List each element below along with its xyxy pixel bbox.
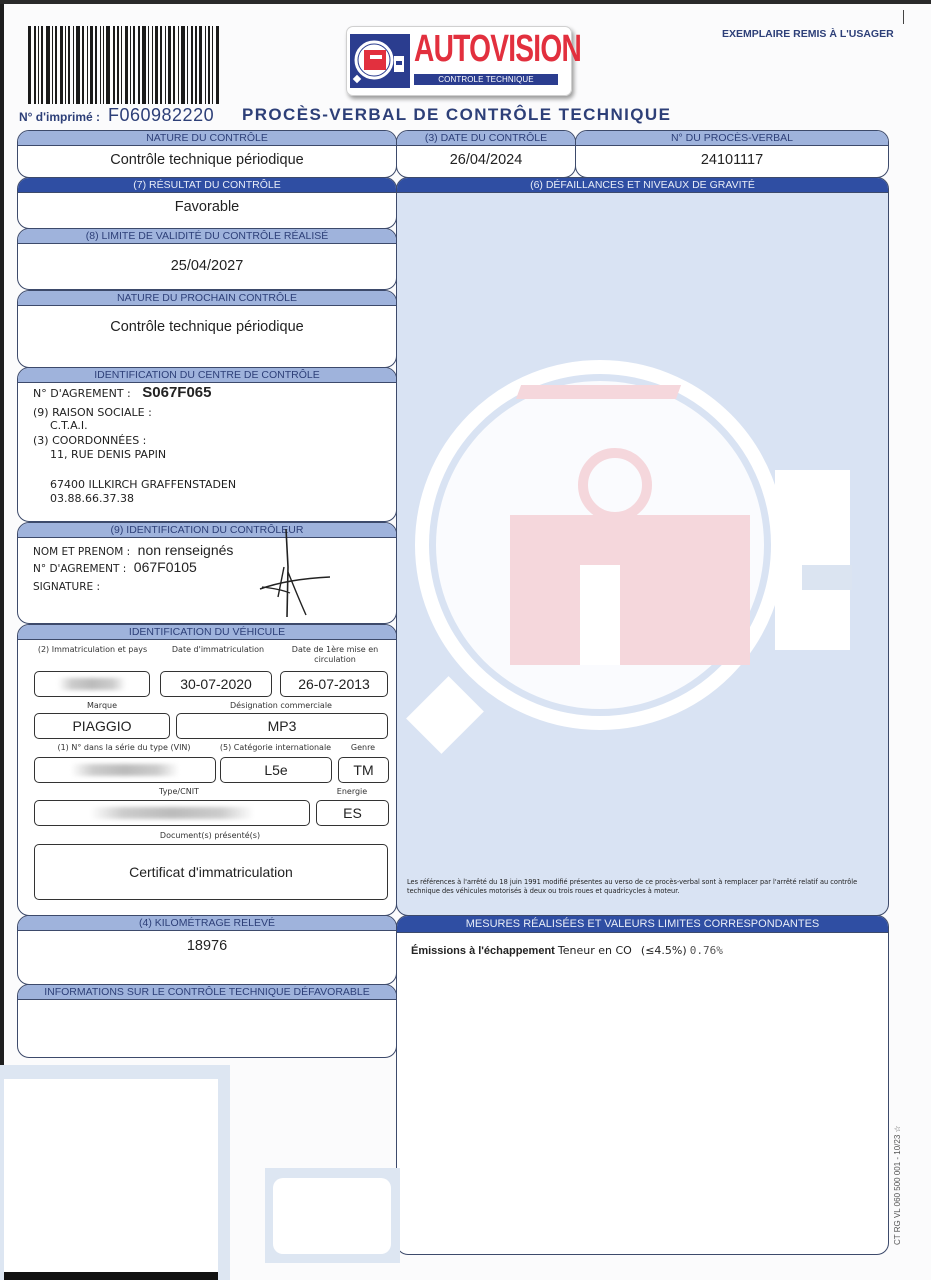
barcode-bar (148, 26, 149, 104)
controller-agrement: 067F0105 (133, 559, 197, 575)
controller-name-label: NOM ET PRENOM : (33, 546, 131, 558)
marque-label: Marque (86, 701, 118, 710)
documents-label: Document(s) présenté(s) (159, 831, 261, 840)
measures-panel (396, 915, 889, 1255)
autovision-logo (346, 26, 582, 96)
barcode-bar (52, 26, 53, 104)
barcode-bar (73, 26, 74, 104)
documents-field: Certificat d'immatriculation (34, 844, 388, 900)
printed-number: F060982220 (108, 105, 215, 125)
barcode-bar (68, 26, 70, 104)
controller-header: (9) IDENTIFICATION DU CONTRÔLEUR (18, 523, 396, 538)
barcode-bar (191, 26, 193, 104)
category-label: (5) Catégorie internationale (219, 743, 332, 752)
mileage-value: 18976 (186, 938, 228, 954)
printed-number-label: N° d'imprimé : (19, 110, 100, 124)
barcode-bar (100, 26, 101, 104)
barcode-bar (65, 26, 66, 104)
redacted (71, 764, 179, 776)
result-value: Favorable (174, 199, 240, 215)
barcode-bar (113, 26, 115, 104)
form-reference: CT RG VL 060 500 001 - 10/23 ☆ (893, 1125, 902, 1245)
designation-field: MP3 (176, 713, 388, 739)
immat-field (34, 671, 150, 697)
next-control-value: Contrôle technique périodique (110, 319, 304, 335)
date-immat-label: Date d'immatriculation (171, 645, 265, 654)
sticker-area (265, 1168, 400, 1263)
barcode-bar (199, 26, 202, 104)
scan-edge-top (0, 0, 931, 4)
barcode-bar (168, 26, 171, 104)
emission-row (411, 944, 723, 957)
brand-name: AUTOVISION (414, 28, 582, 70)
energie-label: Energie (336, 787, 368, 796)
date-header: (3) DATE DU CONTRÔLE (397, 131, 575, 146)
unfavorable-header: INFORMATIONS SUR LE CONTRÔLE TECHNIQUE DÉFAVORABLE (18, 985, 396, 1000)
nature-panel (17, 130, 397, 178)
scan-edge-bottom (4, 1272, 218, 1280)
date-immat-field: 30-07-2020 (160, 671, 272, 697)
barcode-bar (208, 26, 210, 104)
unfavorable-panel (17, 984, 397, 1058)
vin-label: (1) N° dans la série du type (VIN) (57, 743, 191, 752)
barcode-bar (155, 26, 158, 104)
barcode-bar (76, 26, 80, 104)
vehicle-header: IDENTIFICATION DU VÉHICULE (18, 625, 396, 640)
energie-field: ES (316, 800, 389, 826)
category-field: L5e (220, 757, 332, 783)
signature-label: SIGNATURE : (33, 581, 101, 593)
magnifier-car-icon (350, 34, 410, 88)
center-panel (17, 367, 397, 522)
next-control-panel (17, 290, 397, 368)
mileage-header: (4) KILOMÉTRAGE RELEVÉ (18, 916, 396, 931)
co-limit: (≤4.5%) (640, 944, 687, 957)
raison-value: C.T.A.I. (50, 419, 88, 432)
coordinates-label: (3) COORDONNÉES : (33, 434, 147, 447)
barcode-bar (106, 26, 110, 104)
barcode-bar (187, 26, 188, 104)
brand-tagline: CONTROLE TECHNIQUE AUTOMOBILE (414, 74, 558, 85)
controller-agrement-label: N° D'AGREMENT : (33, 563, 127, 575)
page-title: PROCÈS-VERBAL DE CONTRÔLE TECHNIQUE (242, 105, 672, 124)
co-label: Teneur en CO (557, 944, 632, 957)
mileage-panel (17, 915, 397, 985)
first-circulation-label: Date de 1ère mise en circulation (291, 645, 379, 664)
center-header: IDENTIFICATION DU CENTRE DE CONTRÔLE (18, 368, 396, 383)
barcode-bar (160, 26, 162, 104)
result-header: (7) RÉSULTAT DU CONTRÔLE (18, 178, 396, 193)
redacted (58, 678, 126, 690)
genre-label: Genre (350, 743, 376, 752)
controller-name: non renseignés (137, 542, 234, 558)
next-control-header: NATURE DU PROCHAIN CONTRÔLE (18, 291, 396, 306)
nature-value: Contrôle technique périodique (110, 152, 304, 168)
result-panel (17, 177, 397, 229)
validity-header: (8) LIMITE DE VALIDITÉ DU CONTRÔLE RÉALISÉ (18, 229, 396, 244)
first-circulation-field: 26-07-2013 (280, 671, 388, 697)
nature-header: NATURE DU CONTRÔLE (18, 131, 396, 146)
defects-header: (6) DÉFAILLANCES ET NIVEAUX DE GRAVITÉ (397, 178, 888, 193)
pv-number-header: N° DU PROCÈS-VERBAL (576, 131, 888, 146)
measures-header: MESURES RÉALISÉES ET VALEURS LIMITES CORRESPONDANTES (397, 916, 888, 933)
barcode-bar (34, 26, 36, 104)
copy-note: EXEMPLAIRE REMIS À L'USAGER (722, 28, 894, 40)
barcode-bar (87, 26, 88, 104)
barcode-bar (212, 26, 213, 104)
vin-field (34, 757, 216, 783)
barcode-bar (60, 26, 63, 104)
barcode-bar (138, 26, 140, 104)
barcode-bar (178, 26, 179, 104)
immat-label: (2) Immatriculation et pays (37, 645, 148, 654)
sticker-inner (273, 1178, 391, 1254)
barcode-bar (195, 26, 197, 104)
cnit-field (34, 800, 310, 826)
barcode-bar (121, 26, 122, 104)
emission-label: Émissions à l'échappement (411, 945, 555, 957)
marque-field: PIAGGIO (34, 713, 170, 739)
center-phone: 03.88.66.37.38 (50, 492, 134, 505)
magnifier-car-watermark-icon (400, 355, 880, 755)
address-line-1: 11, RUE DENIS PAPIN (50, 448, 167, 461)
date-panel (396, 130, 576, 178)
controller-panel (17, 522, 397, 624)
barcode-bar (46, 26, 50, 104)
barcode-bar (133, 26, 135, 104)
center-agrement: S067F065 (142, 384, 212, 401)
barcode-bar (55, 26, 57, 104)
genre-field: TM (338, 757, 389, 783)
barcode-bar (165, 26, 166, 104)
barcode-bar (152, 26, 153, 104)
barcode (28, 26, 228, 104)
legal-note: Les références à l'arrêté du 18 juin 1991 modifié présentes au verso de ce procès-verbal sont à remplacer par l'arrêté relatif au contrôle technique des véhicules motorisés à deux ou trois roues et quadricycles à moteur. (407, 878, 858, 895)
barcode-bar (173, 26, 175, 104)
redacted (90, 807, 254, 819)
stamp-area (0, 1065, 230, 1280)
barcode-bar (38, 26, 39, 104)
vehicle-panel (17, 624, 397, 916)
barcode-bar (90, 26, 93, 104)
validity-panel (17, 228, 397, 290)
barcode-bar (216, 26, 219, 104)
barcode-bar (28, 26, 31, 104)
barcode-bar (82, 26, 84, 104)
margin-tick (903, 10, 904, 24)
address-line-2: 67400 ILLKIRCH GRAFFENSTADEN (50, 478, 237, 491)
pv-number-panel (575, 130, 889, 178)
pv-number-value: 24101117 (700, 152, 764, 168)
barcode-bar (142, 26, 146, 104)
center-agrement-label: N° D'AGREMENT : (33, 387, 131, 400)
barcode-bar (205, 26, 206, 104)
designation-label: Désignation commerciale (230, 701, 332, 710)
barcode-bar (125, 26, 128, 104)
date-value: 26/04/2024 (449, 152, 523, 168)
signature-icon (258, 527, 338, 619)
barcode-bar (41, 26, 43, 104)
barcode-bar (95, 26, 97, 104)
stamp-inner (4, 1079, 218, 1280)
raison-label: (9) RAISON SOCIALE : (33, 406, 152, 419)
barcode-bar (103, 26, 104, 104)
co-value: 0.76% (689, 944, 723, 957)
barcode-bar (181, 26, 185, 104)
barcode-bar (130, 26, 131, 104)
barcode-bar (117, 26, 119, 104)
validity-value: 25/04/2027 (170, 258, 244, 274)
cnit-label: Type/CNIT (159, 787, 199, 796)
